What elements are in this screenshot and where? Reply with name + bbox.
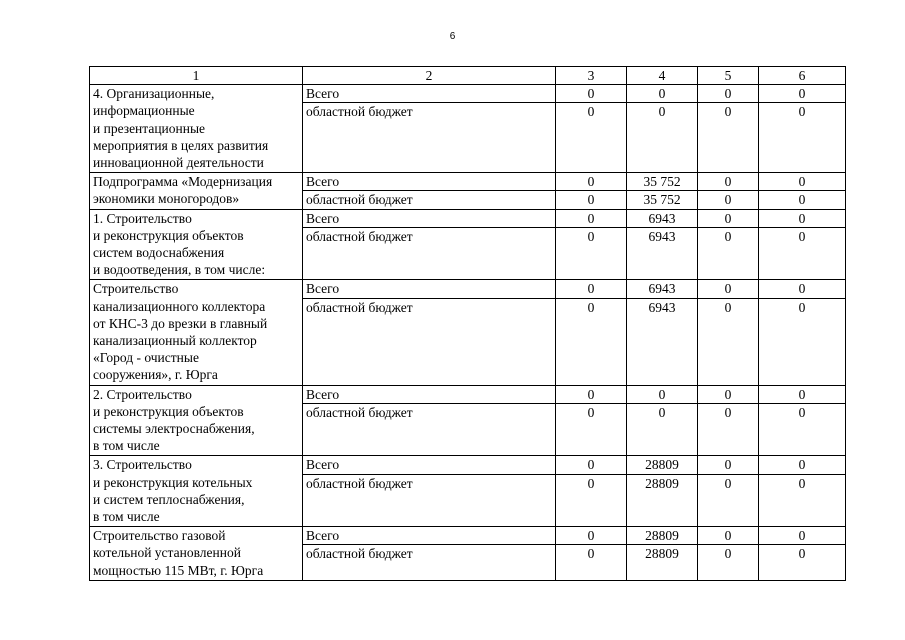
- measure-name-line: и презентационные: [93, 120, 206, 136]
- measure-name-cell: [90, 527, 303, 581]
- funding-source-cell: областной бюджет: [303, 545, 556, 580]
- value-cell: 0: [556, 209, 627, 227]
- measure-name-line: канализационного коллектора: [93, 298, 266, 314]
- measure-name-line: 2. Строительство: [93, 386, 192, 402]
- table-row: [90, 385, 846, 403]
- value-cell: 0: [698, 191, 759, 209]
- table-row: [90, 456, 846, 474]
- value-cell: 0: [759, 280, 846, 298]
- value-cell: 0: [759, 209, 846, 227]
- value-cell: 28809: [627, 474, 698, 527]
- measure-name-line: Строительство: [93, 281, 179, 297]
- funding-source-cell: Всего: [303, 385, 556, 403]
- measure-name-line: 1. Строительство: [93, 210, 192, 226]
- funding-source-cell: Всего: [303, 209, 556, 227]
- value-cell: 0: [556, 456, 627, 474]
- measure-name-line: сооружения», г. Юрга: [93, 367, 218, 383]
- value-cell: 0: [556, 85, 627, 103]
- measure-name-line: и систем теплоснабжения,: [93, 491, 245, 507]
- column-header: 6: [759, 67, 846, 85]
- measure-name-line: «Город - очистные: [93, 350, 199, 366]
- funding-source-cell: областной бюджет: [303, 191, 556, 209]
- value-cell: 0: [759, 173, 846, 191]
- table-body: [90, 85, 846, 581]
- value-cell: 0: [556, 280, 627, 298]
- measure-name-cell: [90, 85, 303, 173]
- value-cell: 0: [698, 385, 759, 403]
- value-cell: 0: [627, 403, 698, 456]
- value-cell: 0: [759, 456, 846, 474]
- value-cell: 35 752: [627, 173, 698, 191]
- value-cell: 0: [556, 545, 627, 580]
- measure-name-line: мероприятия в целях развития: [93, 137, 269, 153]
- measure-name-line: от КНС-3 до врезки в главный: [93, 315, 268, 331]
- funding-source-cell: Всего: [303, 456, 556, 474]
- value-cell: 0: [698, 527, 759, 545]
- value-cell: 0: [698, 85, 759, 103]
- column-header: 2: [303, 67, 556, 85]
- value-cell: 28809: [627, 545, 698, 580]
- value-cell: 0: [759, 527, 846, 545]
- value-cell: 0: [759, 298, 846, 385]
- value-cell: 0: [698, 103, 759, 173]
- measure-name-line: и реконструкция объектов: [93, 403, 244, 419]
- funding-source-cell: областной бюджет: [303, 403, 556, 456]
- funding-source-cell: Всего: [303, 280, 556, 298]
- funding-source-cell: областной бюджет: [303, 227, 556, 280]
- measure-name-line: инновационной деятельности: [93, 155, 264, 171]
- value-cell: 0: [698, 474, 759, 527]
- measure-name-line: 4. Организационные,: [93, 86, 215, 102]
- value-cell: 0: [556, 103, 627, 173]
- column-header: 4: [627, 67, 698, 85]
- table-row: [90, 280, 846, 298]
- value-cell: 28809: [627, 527, 698, 545]
- value-cell: 0: [698, 227, 759, 280]
- value-cell: 0: [759, 85, 846, 103]
- measure-name-line: систем водоснабжения: [93, 245, 225, 261]
- value-cell: 0: [759, 403, 846, 456]
- value-cell: 0: [759, 103, 846, 173]
- value-cell: 0: [698, 403, 759, 456]
- value-cell: 0: [556, 227, 627, 280]
- funding-source-cell: Всего: [303, 173, 556, 191]
- measure-name-line: 3. Строительство: [93, 457, 192, 473]
- value-cell: 0: [698, 545, 759, 580]
- value-cell: 0: [556, 191, 627, 209]
- funding-source-cell: областной бюджет: [303, 474, 556, 527]
- value-cell: 0: [698, 209, 759, 227]
- value-cell: 0: [627, 103, 698, 173]
- table-row: [90, 85, 846, 103]
- value-cell: 6943: [627, 298, 698, 385]
- value-cell: 0: [627, 85, 698, 103]
- funding-source-cell: Всего: [303, 527, 556, 545]
- value-cell: 28809: [627, 456, 698, 474]
- table-row: [90, 527, 846, 545]
- column-header: 3: [556, 67, 627, 85]
- value-cell: 6943: [627, 227, 698, 280]
- value-cell: 0: [759, 474, 846, 527]
- value-cell: 0: [556, 385, 627, 403]
- value-cell: 0: [759, 227, 846, 280]
- value-cell: 0: [698, 456, 759, 474]
- measure-name-line: в том числе: [93, 438, 160, 454]
- measure-name-line: мощностью 115 МВт, г. Юрга: [93, 562, 264, 578]
- value-cell: 6943: [627, 209, 698, 227]
- value-cell: 0: [698, 173, 759, 191]
- value-cell: 0: [556, 173, 627, 191]
- value-cell: 0: [627, 385, 698, 403]
- measure-name-cell: [90, 456, 303, 527]
- measure-name-line: и реконструкция объектов: [93, 227, 244, 243]
- value-cell: 0: [556, 403, 627, 456]
- measure-name-line: и реконструкция котельных: [93, 474, 253, 490]
- measure-name-line: экономики моногородов»: [93, 191, 240, 207]
- measure-name-line: канализационный коллектор: [93, 333, 257, 349]
- funding-source-cell: Всего: [303, 85, 556, 103]
- value-cell: 0: [556, 527, 627, 545]
- value-cell: 0: [698, 298, 759, 385]
- value-cell: 0: [759, 545, 846, 580]
- measure-name-cell: [90, 385, 303, 456]
- funding-table: [89, 66, 846, 581]
- measure-name-line: котельной установленной: [93, 545, 241, 561]
- value-cell: 0: [759, 385, 846, 403]
- measure-name-cell: [90, 173, 303, 209]
- header-row: [90, 67, 846, 85]
- measure-name-line: в том числе: [93, 509, 160, 525]
- measure-name-line: информационные: [93, 103, 195, 119]
- measure-name-line: Строительство газовой: [93, 528, 226, 544]
- value-cell: 0: [698, 280, 759, 298]
- column-header: 5: [698, 67, 759, 85]
- page-number: 6: [449, 31, 456, 42]
- funding-source-cell: областной бюджет: [303, 103, 556, 173]
- measure-name-cell: [90, 280, 303, 385]
- table-row: [90, 209, 846, 227]
- funding-source-cell: областной бюджет: [303, 298, 556, 385]
- value-cell: 35 752: [627, 191, 698, 209]
- value-cell: 6943: [627, 280, 698, 298]
- column-header: 1: [90, 67, 303, 85]
- table-row: [90, 173, 846, 191]
- value-cell: 0: [556, 474, 627, 527]
- measure-name-line: и водоотведения, в том числе:: [93, 262, 266, 278]
- measure-name-cell: [90, 209, 303, 280]
- value-cell: 0: [556, 298, 627, 385]
- value-cell: 0: [759, 191, 846, 209]
- measure-name-line: Подпрограмма «Модернизация: [93, 174, 273, 190]
- measure-name-line: системы электроснабжения,: [93, 421, 255, 437]
